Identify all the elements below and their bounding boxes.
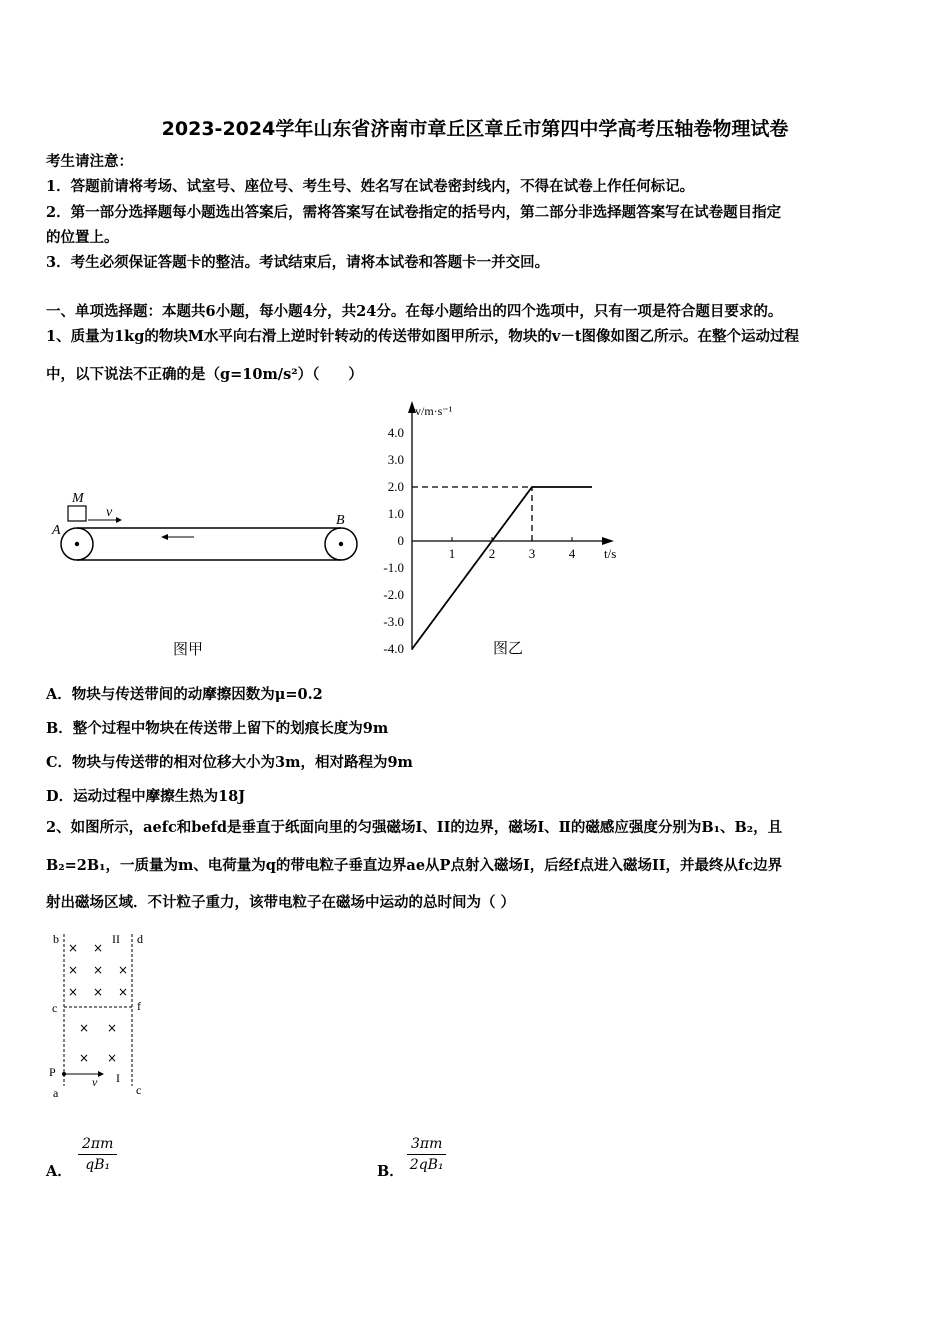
label-a: a	[53, 1086, 59, 1100]
svg-text:×: ×	[68, 941, 79, 955]
block-M	[68, 506, 86, 521]
question-2-text: 2、如图所示，aefc和befd是垂直于纸面向里的匀强磁场I、II的边界，磁场I、Ⅱ的磁感应强度分别为B₁、B₂，且	[46, 819, 783, 836]
svg-text:×: ×	[93, 985, 104, 999]
option-a[interactable]: A．物块与传送带间的动摩擦因数为μ=0.2	[46, 686, 323, 703]
y-tick-label: -4.0	[383, 641, 404, 656]
x-tick-label: 2	[488, 546, 496, 561]
y-tick-label: 4.0	[387, 425, 404, 440]
svg-text:×: ×	[79, 1051, 90, 1065]
label-v: v	[92, 1075, 98, 1089]
notice-item: 3．考生必须保证答题卡的整洁。考试结束后，请将本试卷和答题卡一并交回。	[46, 254, 550, 271]
y-axis-label: v/m·s⁻¹	[415, 404, 453, 418]
option-a[interactable]: A．	[46, 1163, 72, 1180]
x-tick-label: 3	[528, 546, 536, 561]
question-1-text: 中，以下说法不正确的是（g=10m/s²）（ ）	[46, 366, 363, 383]
option-b[interactable]: B．	[377, 1163, 404, 1180]
label-f: f	[137, 999, 141, 1013]
option-a-fraction: $\frac{2\pi m}{\text{qB₁}}$	[78, 1136, 117, 1173]
question-2-text: 射出磁场区域．不计粒子重力，该带电粒子在磁场中运动的总时间为（ ）	[46, 894, 516, 911]
series-line-v	[412, 487, 592, 649]
y-tick-label: 0	[397, 533, 404, 548]
vt-chart	[370, 395, 640, 670]
x-axis-label: t/s	[604, 546, 617, 561]
label-P: P	[49, 1065, 56, 1079]
figure-caption: 图甲	[172, 640, 204, 658]
label-c-right: c	[136, 1083, 142, 1097]
conveyor-figure	[48, 480, 368, 670]
notice-item: 的位置上。	[46, 229, 119, 246]
notice-item: 2．第一部分选择题每小题选出答案后，需将答案写在试卷指定的括号内，第二部分非选择题答案写在试卷题目指定	[46, 204, 782, 221]
svg-text:×: ×	[118, 985, 129, 999]
label-I: I	[116, 1071, 120, 1085]
notice-item: 1．答题前请将考场、试室号、座位号、考生号、姓名写在试卷密封线内，不得在试卷上作任何标记。	[46, 178, 695, 195]
label-II: II	[112, 932, 120, 946]
belt-direction-arrow	[161, 534, 168, 540]
y-tick-label: -3.0	[383, 614, 404, 629]
svg-text:×: ×	[68, 985, 79, 999]
page-title: 2023-2024学年山东省济南市章丘区章丘市第四中学高考压轴卷物理试卷	[161, 118, 789, 140]
option-d[interactable]: D．运动过程中摩擦生热为18J	[46, 788, 246, 805]
svg-text:×: ×	[93, 963, 104, 977]
y-tick-label: -1.0	[383, 560, 404, 575]
label-M: M	[72, 491, 84, 506]
label-c-left: c	[52, 1001, 58, 1015]
magnetic-field-figure	[46, 928, 166, 1103]
field-crosses	[68, 941, 128, 1065]
y-tick-label: 3.0	[387, 452, 404, 467]
notice-heading: 考生请注意：	[46, 153, 133, 170]
label-A: A	[52, 523, 61, 538]
svg-text:×: ×	[107, 1051, 118, 1065]
label-v: v	[106, 505, 113, 520]
section-heading: 一、单项选择题：本题共6小题，每小题4分，共24分。在每小题给出的四个选项中，只有一项是符合题目要求的。	[46, 303, 783, 320]
option-b[interactable]: B．整个过程中物块在传送带上留下的划痕长度为9m	[46, 720, 389, 737]
svg-text:×: ×	[68, 963, 79, 977]
y-tick-label: 2.0	[387, 479, 404, 494]
question-2-text: B₂=2B₁，一质量为m、电荷量为q的带电粒子垂直边界ae从P点射入磁场I，后经f点进入磁场II，并最终从fc边界	[46, 857, 783, 874]
question-1-text: 1、质量为1kg的物块M水平向右滑上逆时针转动的传送带如图甲所示，物块的v－t图像如图乙所示。在整个运动过程	[46, 328, 800, 345]
svg-text:×: ×	[93, 941, 104, 955]
option-b-fraction: $\frac{3\pi m}{\text{2qB₁}}$	[407, 1136, 446, 1173]
svg-text:×: ×	[118, 963, 129, 977]
option-c[interactable]: C．物块与传送带的相对位移大小为3m，相对路程为9m	[46, 754, 413, 771]
svg-text:×: ×	[107, 1021, 118, 1035]
label-B: B	[336, 513, 345, 528]
y-tick-label: 1.0	[387, 506, 404, 521]
x-tick-label: 4	[568, 546, 576, 561]
x-tick-label: 1	[448, 546, 456, 561]
figure-caption: 图乙	[492, 639, 524, 657]
svg-text:×: ×	[79, 1021, 90, 1035]
label-b: b	[53, 932, 59, 946]
y-tick-label: -2.0	[383, 587, 404, 602]
label-d: d	[137, 932, 143, 946]
